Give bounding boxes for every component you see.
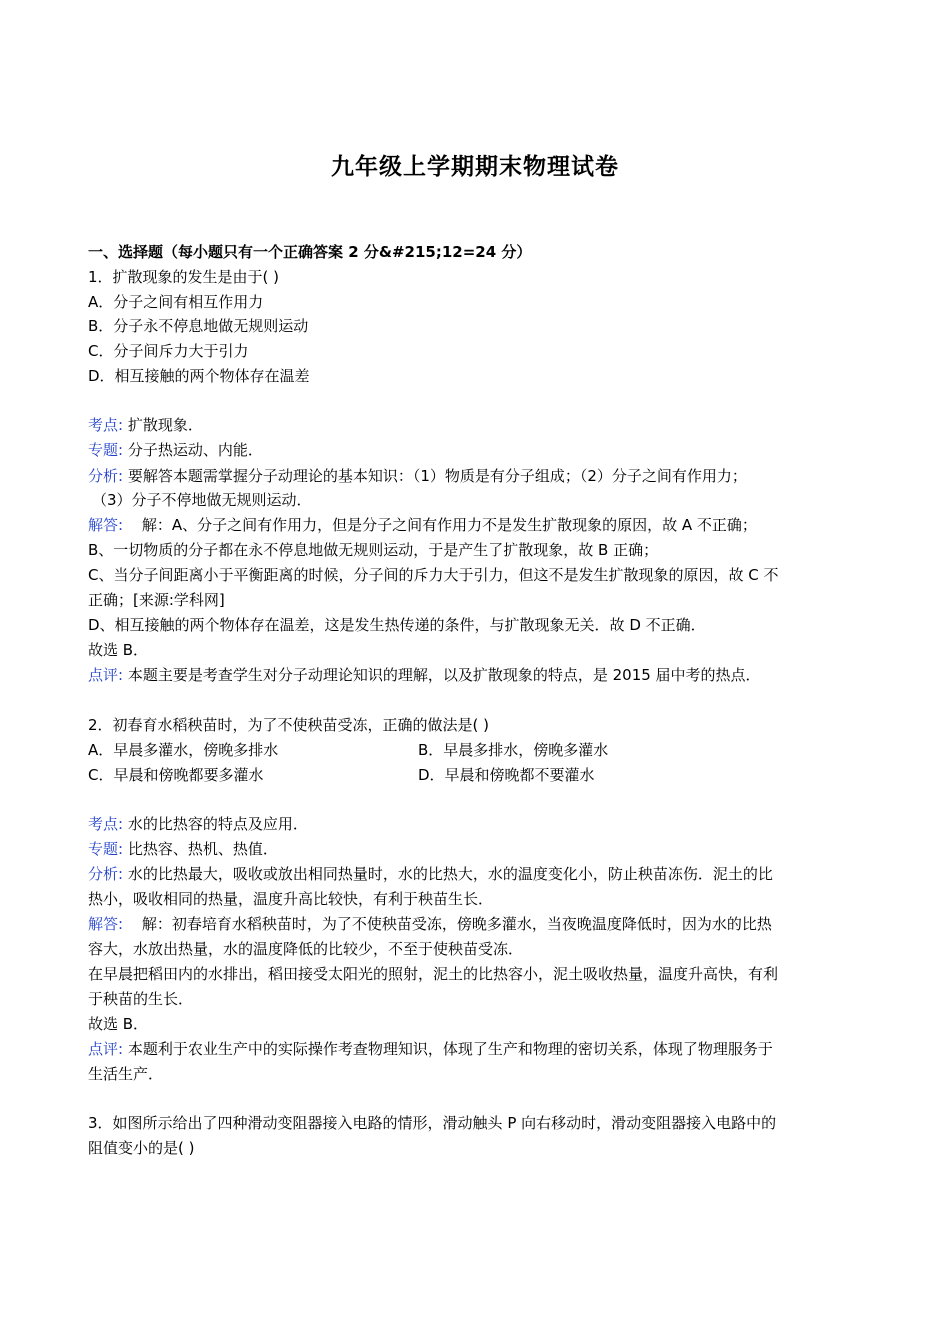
zhuanti-text: 比热容、热机、热值． — [127, 840, 278, 858]
q1-jieda-line5: D、相互接触的两个物体存在温差，这是发生热传递的条件，与扩散现象无关．故 D 不正确． — [88, 616, 706, 634]
q2-zhuanti — [88, 839, 278, 859]
q1-jieda-line4: 正确；[来源:学科网] — [88, 591, 225, 609]
q1-option-c: C．分子间斥力大于引力 — [88, 342, 249, 360]
q1-dianping — [88, 665, 761, 685]
q2-jieda-line4: 于秧苗的生长． — [88, 990, 194, 1008]
section-heading: 一、选择题（每小题只有一个正确答案 2 分&#215;12=24 分） — [88, 243, 532, 261]
q2-kaodian — [88, 814, 308, 834]
q1-jieda — [88, 515, 757, 535]
q1-jieda-line6: 故选 B． — [88, 641, 149, 659]
kaodian-label: 考点: — [88, 815, 124, 833]
zhuanti-text: 分子热运动、内能． — [127, 441, 263, 459]
q1-fenxi-cont: （3）分子不停地做无规则运动． — [92, 491, 312, 509]
jieda-label: 解答: — [88, 516, 124, 534]
dianping-text: 本题利于农业生产中的实际操作考查物理知识，体现了生产和物理的密切关系，体现了物理服务于 — [127, 1040, 773, 1058]
dianping-label: 点评: — [88, 666, 124, 684]
jieda-label: 解答: — [88, 915, 124, 933]
kaodian-text: 扩散现象． — [127, 416, 203, 434]
q2-option-b: B．早晨多排水，傍晚多灌水 — [418, 741, 609, 759]
q1-option-b: B．分子永不停息地做无规则运动 — [88, 317, 309, 335]
zhuanti-label: 专题: — [88, 441, 124, 459]
kaodian-text: 水的比热容的特点及应用． — [127, 815, 308, 833]
q1-jieda-line3: C、当分子间距离小于平衡距离的时候，分子间的斥力大于引力，但这不是发生扩散现象的原因，故 C 不 — [88, 566, 779, 584]
q3-stem: 3．如图所示给出了四种滑动变阻器接入电路的情形，滑动触头 P 向右移动时，滑动变阻器接入电路中的 — [88, 1114, 777, 1132]
q1-fenxi — [88, 466, 747, 486]
q2-stem: 2．初春育水稻秧苗时，为了不使秧苗受冻，正确的做法是( ) — [88, 716, 490, 734]
jieda-text: 解：A、分子之间有作用力，但是分子之间有作用力不是发生扩散现象的原因，故 A 不正确； — [141, 516, 757, 534]
fenxi-label: 分析: — [88, 865, 124, 883]
q2-option-a: A．早晨多灌水，傍晚多排水 — [88, 741, 279, 759]
kaodian-label: 考点: — [88, 416, 124, 434]
dianping-label: 点评: — [88, 1040, 124, 1058]
fenxi-text: 水的比热最大，吸收或放出相同热量时，水的比热大，水的温度变化小，防止秧苗冻伤．泥土的比 — [127, 865, 773, 883]
q1-kaodian — [88, 415, 203, 435]
fenxi-text: 要解答本题需掌握分子动理论的基本知识：（1）物质是有分子组成；（2）分子之间有作用力； — [127, 467, 747, 485]
q2-jieda-line3: 在早晨把稻田内的水排出，稻田接受太阳光的照射，泥土的比热容小，泥土吸收热量，温度升高快，有利 — [88, 965, 779, 983]
q2-dianping — [88, 1039, 773, 1059]
q2-fenxi — [88, 864, 773, 884]
q1-option-d: D．相互接触的两个物体存在温差 — [88, 367, 310, 385]
jieda-text: 解：初春培育水稻秧苗时，为了不使秧苗受冻，傍晚多灌水，当夜晚温度降低时，因为水的比热 — [141, 915, 772, 933]
q2-fenxi-cont: 热小，吸收相同的热量，温度升高比较快，有利于秧苗生长． — [88, 890, 494, 908]
q2-jieda-line2: 容大，水放出热量，水的温度降低的比较少，不至于使秧苗受冻． — [88, 940, 524, 958]
q2-dianping-cont: 生活生产． — [88, 1065, 164, 1083]
q2-option-d: D．早晨和傍晚都不要灌水 — [418, 766, 595, 784]
zhuanti-label: 专题: — [88, 840, 124, 858]
page-title: 九年级上学期期末物理试卷 — [331, 154, 619, 180]
q1-stem: 1．扩散现象的发生是由于( ) — [88, 268, 280, 286]
fenxi-label: 分析: — [88, 467, 124, 485]
q2-jieda — [88, 914, 772, 934]
q2-jieda-line5: 故选 B． — [88, 1015, 149, 1033]
dianping-text: 本题主要是考查学生对分子动理论知识的理解，以及扩散现象的特点，是 2015 届中考的热点． — [127, 666, 761, 684]
q2-option-c: C．早晨和傍晚都要多灌水 — [88, 766, 264, 784]
q1-zhuanti — [88, 440, 263, 460]
q1-option-a: A．分子之间有相互作用力 — [88, 293, 264, 311]
q1-jieda-line2: B、一切物质的分子都在永不停息地做无规则运动，于是产生了扩散现象，故 B 正确； — [88, 541, 659, 559]
q3-stem-cont: 阻值变小的是( ) — [88, 1139, 195, 1157]
